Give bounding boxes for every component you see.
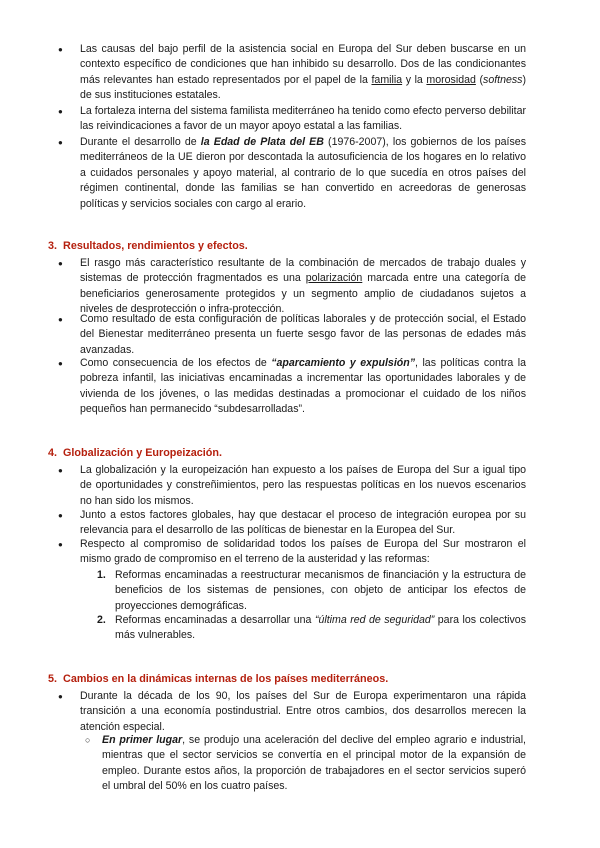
- list-item: ● Durante la década de los 90, los países del Sur de Europa experimentaron una rápida transición a una economía postindustrial. Entre otros cambios, dos desarrollos merecen la atención especial.: [80, 689, 526, 735]
- list-item: ● Las causas del bajo perfil de la asistencia social en Europa del Sur deben buscarse en un contexto específico de condiciones que han inhibido su desarrollo. Dos de las condicionantes más relevantes han estado representados por el papel de la familia y la morosidad (softness) de sus instituciones estatales.: [80, 42, 526, 104]
- list-item: ● Respecto al compromiso de solidaridad todos los países de Europa del Sur mostraron el mismo grado de compromiso en el terreno de la austeridad y las reformas:: [80, 537, 526, 568]
- list-item: ● Durante el desarrollo de la Edad de Plata del EB (1976-2007), los gobiernos de los países mediterráneos de la UE dieron por descontada la autosuficiencia de los hogares en lo relativo a cuidados personales y apoyo material, al contrario de lo que sucedía en otros países del régimen continental, donde las familias se han convertido en acreedoras de generosas políticas y servicios sociales con cargo al erario.: [80, 135, 526, 212]
- list-item: ● La globalización y la europeización han expuesto a los países de Europa del Sur a igual tipo de oportunidades y constreñimientos, pero las respuestas políticas en los nuevos escenarios no han sido los mismos.: [80, 463, 526, 509]
- list-item: ● La fortaleza interna del sistema familista mediterráneo ha tenido como efecto perverso debilitar las reivindicaciones a favor de un mayor apoyo estatal a las familias.: [80, 104, 526, 135]
- list-item: 1. Reformas encaminadas a reestructurar mecanismos de financiación y la estructura de beneficios de los sistemas de pensiones, con objeto de anticipar los efectos de proyecciones demográficas.: [97, 569, 526, 612]
- list-item: ● Junto a estos factores globales, hay que destacar el proceso de integración europea por su relevancia para el desarrollo de las políticas de bienestar en la Europea del Sur.: [80, 508, 526, 539]
- list-item: ● Como consecuencia de los efectos de “aparcamiento y expulsión”, las políticas contra la pobreza infantil, las iniciativas encaminadas a incrementar las oportunidades laborales y de vivienda de los jóvenes, o las medidas destinadas a promocionar el cuidado de los niños pequeños han permanecido “subdesarrolladas”.: [80, 356, 526, 418]
- list-item: ● El rasgo más característico resultante de la combinación de mercados de trabajo duales y sistemas de protección fragmentados es una polarización marcada entre una categoría de beneficiarios generosamente protegidos y un segmento amplio de ciudadanos sujetos a niveles de desprotección o infra-protección.: [80, 256, 526, 318]
- list-item: ● Como resultado de esta configuración de políticas laborales y de protección social, el Estado del Bienestar mediterráneo presenta un fuerte sesgo favor de las personas de edades más avanzadas.: [80, 312, 526, 358]
- list-item: ○ En primer lugar, se produjo una aceleración del declive del empleo agrario e industrial, mientras que el sector servicios se convertía en el principal motor de la expansión de empleo. Durante estos años, la proporción de trabajadores en el sector servicios superó el umbral del 50% en los cuatro países.: [102, 733, 526, 795]
- link-familia: familia: [371, 73, 403, 86]
- section-5-heading: 5. Cambios en la dinámicas internas de los países mediterráneos.: [48, 673, 389, 685]
- section-4-heading: 4. Globalización y Europeización.: [48, 447, 223, 459]
- list-item: 2. Reformas encaminadas a desarrollar una “última red de seguridad” para los colectivos más vulnerables.: [97, 614, 526, 642]
- link-morosidad: morosidad: [426, 73, 476, 86]
- section-3-heading: 3. Resultados, rendimientos y efectos.: [48, 240, 248, 252]
- link-polarizacion: polarización: [305, 272, 363, 285]
